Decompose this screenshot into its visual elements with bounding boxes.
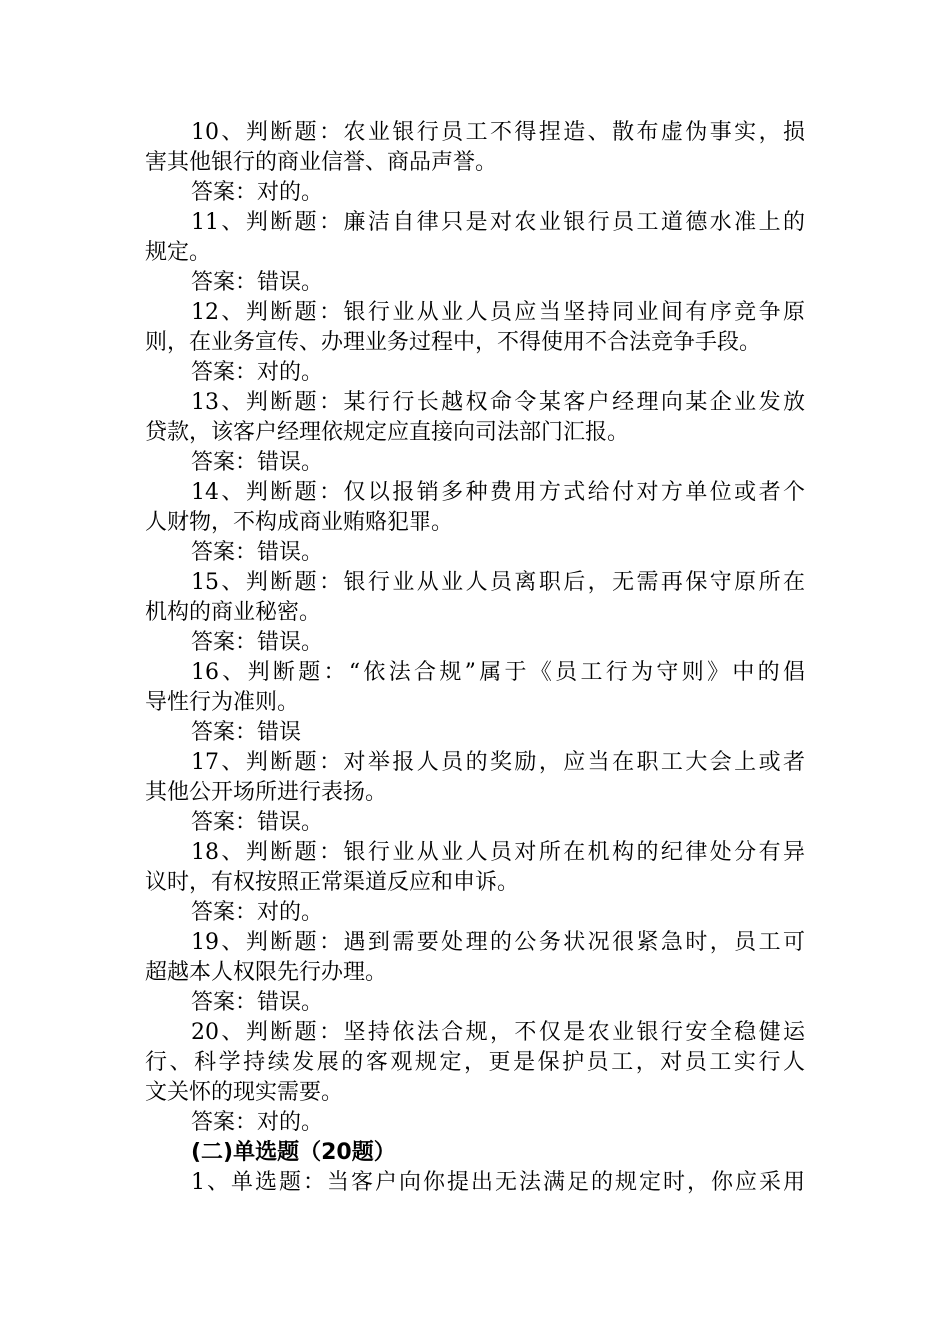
question-18-line-1: 18、判断题：银行业从业人员对所在机构的纪律处分有异 (191, 840, 805, 865)
answer-15: 答案：错误。 (191, 630, 324, 655)
answer-13: 答案：错误。 (191, 450, 324, 475)
question-16-line-1: 16、判断题：“依法合规”属于《员工行为守则》中的倡 (191, 660, 805, 685)
answer-10: 答案：对的。 (191, 180, 324, 205)
question-17-line-2: 其他公开场所进行表扬。 (145, 780, 388, 805)
answer-16: 答案：错误 (191, 720, 302, 745)
answer-19: 答案：错误。 (191, 990, 324, 1015)
question-12-line-1: 12、判断题：银行业从业人员应当坚持同业间有序竞争原 (191, 300, 805, 325)
question-19-line-2: 超越本人权限先行办理。 (145, 960, 388, 985)
single-choice-question-1-line-1: 1、单选题：当客户向你提出无法满足的规定时，你应采用 (191, 1170, 805, 1195)
document-body (145, 118, 805, 1198)
question-13-line-2: 贷款，该客户经理依规定应直接向司法部门汇报。 (145, 420, 630, 445)
question-11-line-2: 规定。 (145, 240, 212, 265)
question-10-line-1: 10、判断题：农业银行员工不得捏造、散布虚伪事实，损 (191, 120, 805, 145)
question-11-line-1: 11、判断题：廉洁自律只是对农业银行员工道德水准上的 (191, 210, 805, 235)
question-10-line-2: 害其他银行的商业信誉、商品声誉。 (145, 150, 498, 175)
question-12-line-2: 则，在业务宣传、办理业务过程中，不得使用不合法竞争手段。 (145, 330, 762, 355)
answer-11: 答案：错误。 (191, 270, 324, 295)
question-15-line-1: 15、判断题：银行业从业人员离职后，无需再保守原所在 (191, 570, 805, 595)
question-20-line-2: 行、科学持续发展的客观规定，更是保护员工，对员工实行人 (145, 1050, 805, 1075)
question-15-line-2: 机构的商业秘密。 (145, 600, 322, 625)
question-14-line-2: 人财物，不构成商业贿赂犯罪。 (145, 510, 454, 535)
question-13-line-1: 13、判断题：某行行长越权命令某客户经理向某企业发放 (191, 390, 805, 415)
answer-17: 答案：错误。 (191, 810, 324, 835)
question-19-line-1: 19、判断题：遇到需要处理的公务状况很紧急时，员工可 (191, 930, 805, 955)
answer-12: 答案：对的。 (191, 360, 324, 385)
question-20-line-3: 文关怀的现实需要。 (145, 1080, 344, 1105)
answer-20: 答案：对的。 (191, 1110, 324, 1135)
answer-18: 答案：对的。 (191, 900, 324, 925)
question-14-line-1: 14、判断题：仅以报销多种费用方式给付对方单位或者个 (191, 480, 805, 505)
question-17-line-1: 17、判断题：对举报人员的奖励，应当在职工大会上或者 (191, 750, 805, 775)
answer-14: 答案：错误。 (191, 540, 324, 565)
question-20-line-1: 20、判断题：坚持依法合规，不仅是农业银行安全稳健运 (191, 1020, 805, 1045)
question-18-line-2: 议时，有权按照正常渠道反应和申诉。 (145, 870, 520, 895)
question-16-line-2: 导性行为准则。 (145, 690, 300, 715)
section-heading: (二)单选题（20题） (191, 1140, 396, 1165)
